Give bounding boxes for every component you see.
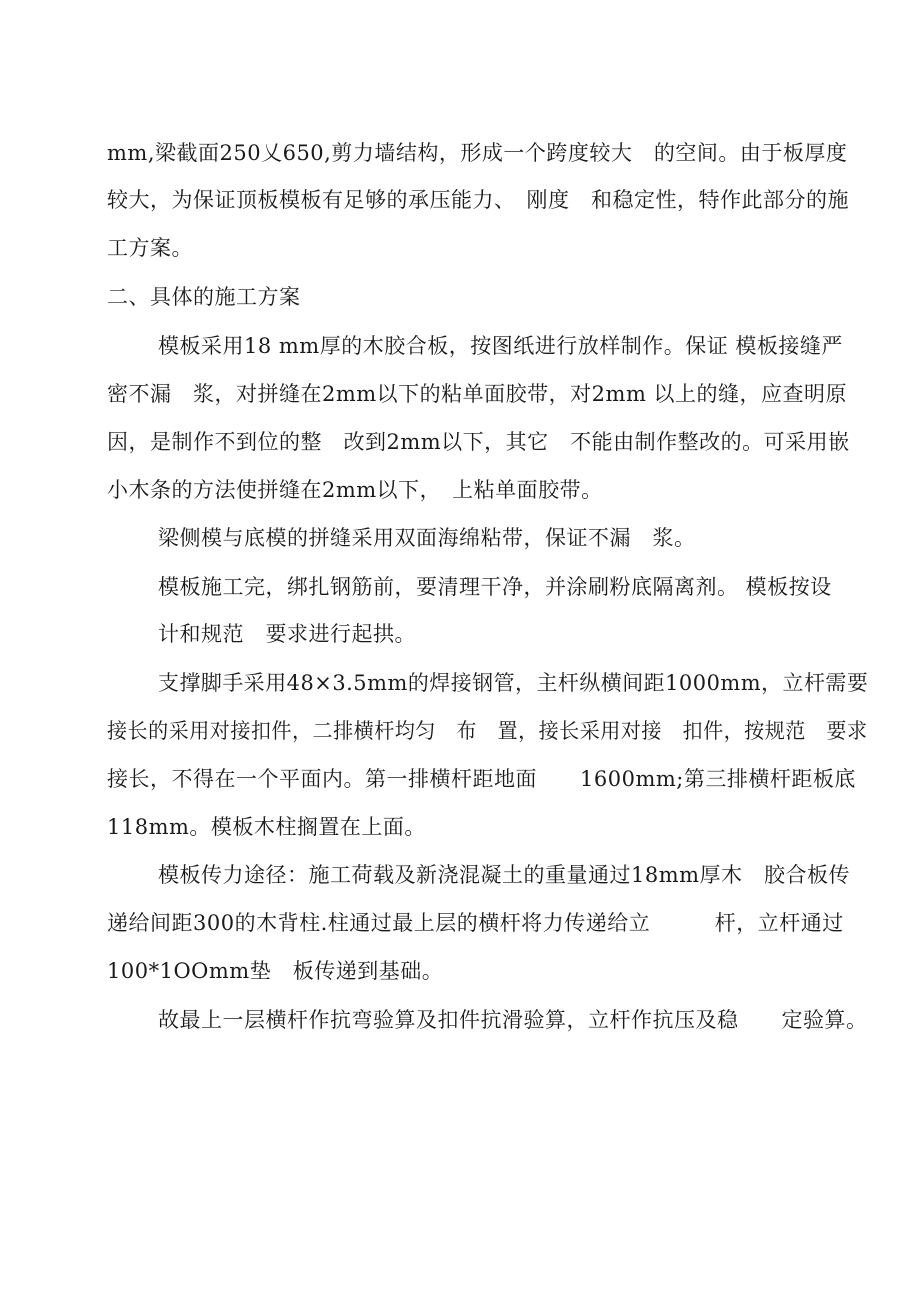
- para4-line-2: 接长的采用对接扣件，二排横杆均匀 布 置，接长采用对接 扣件，按规范 要求: [107, 719, 868, 743]
- para5-line-3: 100*1OOmm垫 板传递到基础。: [107, 959, 444, 983]
- para5-line-1: 模板传力途径：施工荷载及新浇混凝土的重量通过18mm厚木 胶合板传: [158, 863, 851, 887]
- section-heading: 二、具体的施工方案: [107, 285, 301, 309]
- intro-line-2: 较大，为保证顶板模板有足够的承压能力、 刚度 和稳定性，特作此部分的施: [107, 188, 849, 212]
- para1-line-4: 小木条的方法使拼缝在2mm以下， 上粘单面胶带。: [107, 478, 603, 502]
- para4-line-4: 118mm。模板木柱搁置在上面。: [107, 815, 426, 839]
- para1-line-3: 因，是制作不到位的整 改到2mm以下，其它 不能由制作整改的。可采用嵌: [107, 430, 850, 454]
- para1-line-1: 模板采用18 mm厚的木胶合板，按图纸进行放样制作。保证 模板接缝严: [158, 334, 843, 358]
- para4-line-3: 接长，不得在一个平面内。第一排横杆距地面 1600mm;第三排横杆距板底: [107, 767, 856, 791]
- para3-line-2: 计和规范 要求进行起拱。: [158, 622, 416, 646]
- para1-line-2: 密不漏 浆，对拼缝在2mm以下的粘单面胶带，对2mm 以上的缝，应查明原: [107, 382, 848, 406]
- para3-line-1: 模板施工完，绑扎钢筋前，要清理干净，并涂刷粉底隔离剂。 模板按设: [158, 575, 832, 599]
- intro-line-3: 工方案。: [107, 236, 193, 260]
- para5-line-2: 递给间距300的木背柱.柱通过最上层的横杆将力传递给立 杆，立杆通过: [107, 911, 844, 935]
- para6-line-1: 故最上一层横杆作抗弯验算及扣件抗滑验算，立杆作抗压及稳 定验算。: [158, 1008, 868, 1032]
- intro-line-1: mm,梁截面250乂650,剪力墙结构，形成一个跨度较大 的空间。由于板厚度: [107, 141, 848, 165]
- para4-line-1: 支撑脚手采用48×3.5mm的焊接钢管，主杆纵横间距1000mm，立杆需要: [158, 671, 869, 695]
- para2-line-1: 梁侧模与底模的拼缝采用双面海绵粘带，保证不漏 浆。: [158, 526, 696, 550]
